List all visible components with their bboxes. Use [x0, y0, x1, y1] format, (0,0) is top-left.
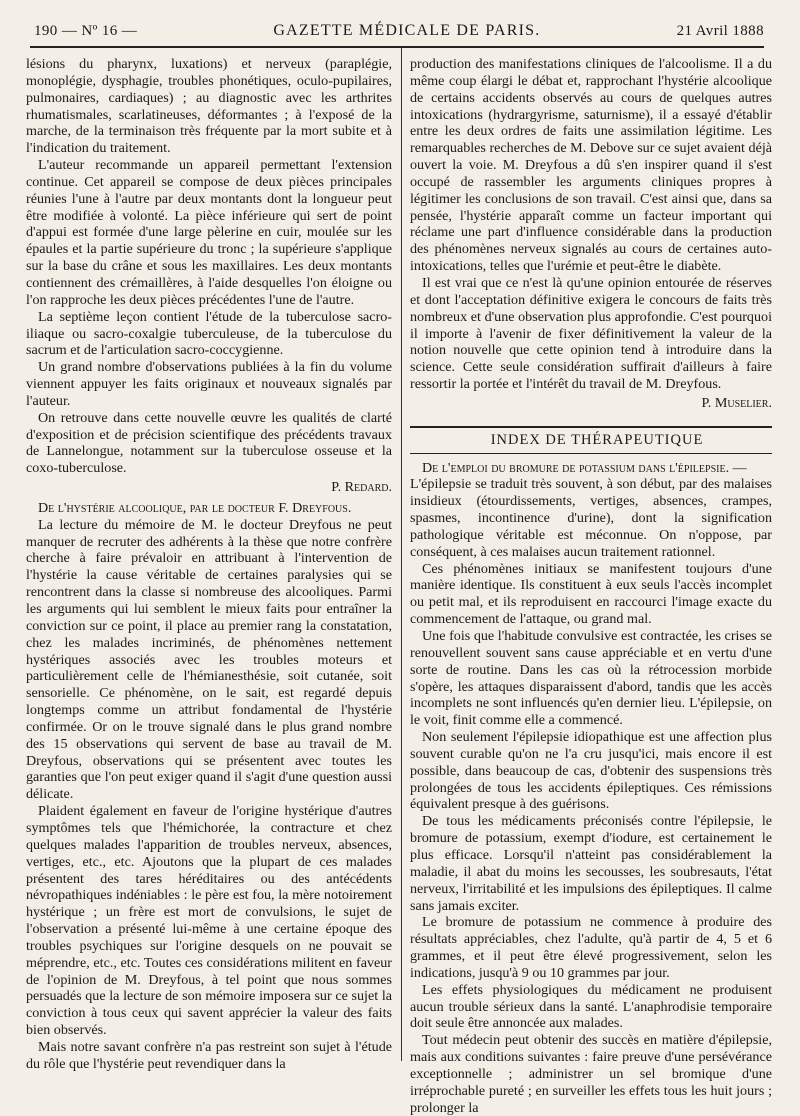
paragraph: La septième leçon contient l'étude de la tuberculose sacro-iliaque ou sacro-coxalgie tuberculeuse, de la tuberculose du sacrum et de l'articulation sacro-coccygienne. [26, 308, 392, 359]
left-column [26, 56, 392, 1072]
section-title: De l'hystérie alcoolique, par le docteur F. Dreyfous. [38, 499, 352, 516]
column-divider [401, 48, 402, 1061]
paragraph: lésions du pharynx, luxations) et nerveux (paraplégie, monoplégie, dysphagie, troubles phonétiques, oculo-pupilaires, pulmonaires, cardiaques) ; au diagnostic avec les arthrites rhumatismales, scarlatineuses, déformantes ; à l'exposé de la marche, de la terminaison très fréquente par la mort subite et à l'indication du traitement. [26, 56, 392, 157]
header-rule [30, 46, 764, 48]
paragraph: La lecture du mémoire de M. le docteur Dreyfous ne peut manquer de recruter des adhérents à la thèse que notre confrère cherche à faire prévaloir en attribuant à l'intervention de l'hystérie la cause véritable de certaines paralysies qui se rencontrent dans la classe si nombreuse des alcooliques. Parmi les arguments qui lui semblent le mieux faits pour entraîner la conviction sur ce point, il place au premier rang la constatation, chez les malades incriminés, de phénomènes nettement hystériques associés avec les troubles moteurs et particulièrement celle de l'hémianesthésie, soit cutanée, soit sensorielle. Ce phénomène, on le sait, est regardé depuis longtemps comme un attribut fondamental de l'hystérie confirmée. Or on le trouve signalé dans le plus grand nombre des 15 observations qui servent de base au travail de M. Dreyfous, observations qui se présentent avec toutes les garanties que l'on peut exiger quand il s'agit d'une question aussi délicate. [26, 516, 392, 803]
paragraph: Mais notre savant confrère n'a pas restreint son sujet à l'étude du rôle que l'hystérie peut revendiquer dans la [26, 1038, 392, 1072]
signature: P. Redard. [331, 479, 392, 496]
paragraph: On retrouve dans cette nouvelle œuvre les qualités de clarté d'exposition et de précision scientifique des précédents travaux de Lannelongue, notamment sur la tuberculose osseuse et la coxo-tuberculose. [26, 409, 392, 477]
page-number-and-issue [34, 23, 137, 40]
paragraph: L'auteur recommande un appareil permettant l'extension continue. Cet appareil se compose de deux pièces principales réunies l'une à l'autre par deux montants dont la longueur peut être modifiée à volonté. La pièce inférieure qui sert de point d'appui est formée d'une large pèlerine en cuir, moulée sur les épaules et la partie supérieure du tronc ; la supérieure s'applique sur la base du crâne et sous les maxillaires. Les deux montants contiennent des crémaillères, à l'aide desquelles l'on éloigne ou l'on rapproche les deux pièces précédentes l'une de l'autre. [26, 157, 392, 308]
issue-number: — Nº 16 — [61, 22, 138, 39]
signature: P. Muselier. [701, 394, 772, 411]
paragraph: Un grand nombre d'observations publiées à la fin du volume viennent appuyer les faits originaux et nouveaux signalés par l'auteur. [26, 359, 392, 409]
paragraph: De tous les médicaments préconisés contre l'épilepsie, le bromure de potassium, exempt d'iodure, est certainement le plus efficace. Lorsqu'il n'atteint pas considérablement la maladie, il abat du moins les secousses, les soubresauts, l'état nerveux, l'irritabilité et les impulsions des épileptiques. Il calme sans jamais exciter. [410, 813, 772, 914]
paragraph: Ces phénomènes initiaux se manifestent toujours d'une manière identique. Ils constituent à eux seuls l'accès incomplet ou petit mal, et ils reproduisent en raccourci l'image exacte du commencement de l'attaque, ou grand mal. [410, 560, 772, 628]
section-rule-bottom [410, 453, 772, 454]
paragraph: Plaident également en faveur de l'origine hystérique d'autres symptômes tels que l'hémichorée, la contracture et chez quelques malades l'apparition de troubles nerveux, absences, vertiges, etc., etc. Ajoutons que la plupart de ces malades présentent des tares héréditaires ou des antécédents névropathiques indéniables : le père est fou, la mère notoirement hystérique ; un frère est mort de convulsions, le sujet de l'observation a présenté lui-même à une certaine époque des troubles psychiques sur l'origine desquels on ne pouvait se méprendre, etc., etc. Toutes ces considérations militent en faveur de l'opinion de M. Dreyfous, à tel point que nous sommes persuadés que la lecture de son mémoire imposera sur ce sujet la conviction à tous ceux qui savent apprécier la valeur des faits bien observés. [26, 803, 392, 1039]
index-title: INDEX DE THÉRAPEUTIQUE [490, 431, 704, 448]
journal-title: GAZETTE MÉDICALE DE PARIS. [273, 22, 541, 39]
paragraph: L'épilepsie se traduit très souvent, à son début, par des malaises insidieux (étourdissements, vertiges, absences, crampes, spasmes, incontinence d'urine), dont la signification pathologique véritable est méconnue. On n'oppose, par conséquent, à ces malaises aucun traitement rationnel. [410, 476, 772, 560]
section-rule-top [410, 426, 772, 428]
paragraph: Le bromure de potassium ne commence à produire des résultats appréciables, chez l'adulte, qu'à partir de 4, 5 et 6 grammes, et il peut être élevé progressivement, selon les indications, jusqu'à 9 ou 10 grammes par jour. [410, 914, 772, 981]
paragraph: Il est vrai que ce n'est là qu'une opinion entourée de réserves et dont l'acceptation définitive exigera le concours de faits très nombreux et d'une observation plus approfondie. C'est pourquoi il importe à l'avenir de fixer définitivement la valeur de la notion nouvelle que cette opinion tend à introduire dans la science. Cette seule considération suffirait d'ailleurs à faire ressortir la portée et l'intérêt du travail de M. Dreyfous. [410, 274, 772, 393]
page-number: 190 [34, 22, 58, 39]
issue-date: 21 Avril 1888 [676, 22, 764, 39]
right-column [410, 56, 772, 1116]
paragraph: production des manifestations cliniques de l'alcoolisme. Il a du même coup élargi le débat et, rapprochant l'hystérie alcoolique de certains accidents observés au cours de quelques autres intoxications (hydrargyrisme, saturnisme), il a essayé d'établir entre les deux ordres de faits une assimilation légitime. Les remarquables recherches de M. Debove sur ce sujet avaient déjà ouvert la voie. M. Dreyfous a dû s'en inspirer quand il s'est occupé de rassembler les arguments cliniques propres à légitimer les conclusions de son travail. C'est ainsi que, dans sa pensée, l'hystérie apparaît comme un facteur important qui réclame une part d'influence considérable dans la production des phénomènes nerveux signalés au cours de certaines auto-intoxications, telles que l'urémie et peut-être le diabète. [410, 56, 772, 275]
paragraph: Non seulement l'épilepsie idiopathique est une affection plus souvent curable qu'on ne l'a cru jusqu'ici, mais encore il est possible, dans beaucoup de cas, d'obtenir des suspensions très prolongées de tous les accidents épileptiques. Ces rémissions équivalent presque à des guérisons. [410, 729, 772, 813]
page-header [34, 18, 764, 44]
index-subtitle: De l'emploi du bromure de potassium dans l'épilepsie. — [422, 459, 747, 476]
paragraph: Les effets physiologiques du médicament ne produisent aucun trouble sérieux dans la santé. L'anaphrodisie temporaire doit seule être annoncée aux malades. [410, 981, 772, 1032]
paragraph: Une fois que l'habitude convulsive est contractée, les crises se renouvellent souvent sans cause appréciable et en vertu d'une sorte de routine. Dans les cas où la rétrocession morbide s'opère, les attaques disparaissent d'abord, tandis que les accès incomplets ne sont influencés qu'en dernier lieu. L'épilepsie, on le voit, finit comme elle a commencé. [410, 628, 772, 729]
paragraph: Tout médecin peut obtenir des succès en matière d'épilepsie, mais aux conditions suivantes : faire preuve d'une persévérance exceptionnelle ; administrer un sel bromique d'une irréprochable pureté ; en surveiller les effets tous les huit jours ; prolonger la [410, 1032, 772, 1116]
